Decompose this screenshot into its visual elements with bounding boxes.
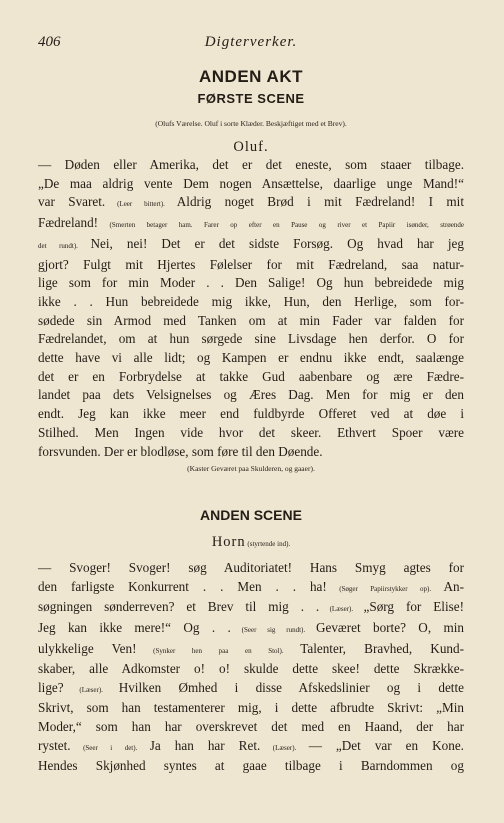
text-line: Skrivt, som han testamenterer mig, i dette afbrudte Skrivt: „Min (38, 700, 464, 716)
text-line: „De maa aldrig vente Dem nogen Ansættelse, daarlige unge Mand!“ (38, 175, 464, 191)
speech-text: Geværet borte? O, min (315, 620, 465, 636)
speech-text: „Sørg for Elise! (363, 599, 465, 615)
text-line: Moder,“ som han har overskrevet det med en Haand, der har (38, 719, 464, 734)
text-line (38, 737, 464, 758)
text-line: skaber, alle Adkomster o! o! skulde dette skee! dette Skrække- (38, 661, 464, 677)
text-line: endt. Jeg kan ikke meer end fuldbyrde Offeret ved at døe i (38, 406, 464, 422)
inline-stage-direction: (Læser). (319, 605, 364, 614)
speech-text: Ja han har Ret. (149, 737, 261, 753)
inline-stage-direction: (Seer sig rundt). (230, 626, 316, 635)
speech-text: An- (443, 578, 464, 594)
scene-title-2: ANDEN SCENE (200, 507, 302, 524)
speech-text: rystet. (38, 737, 71, 753)
speech-text: Hvilken Ømhed i disse Afskedslinier og i dette (118, 679, 464, 695)
speech-text: søgningen sønderreven? et Brev til mig . . (38, 599, 320, 615)
speech-block-2 (38, 559, 464, 776)
speech-block (38, 156, 464, 461)
speaker-name-2 (38, 533, 464, 553)
speech-text: den farligste Konkurrent . . Men . . ha! (38, 578, 327, 594)
page-content (38, 66, 464, 776)
speech-text: Jeg kan ikke mere!“ Og . . (38, 620, 231, 636)
text-line: gjort? Fulgt mit Hjertes Følelser for mit Fædreland, saa natur- (38, 256, 464, 272)
text-line (38, 640, 464, 661)
inline-stage-direction: (Læser). (260, 743, 309, 752)
text-line: dette have vi alle lidt; og Kampen er endnu ikke endt, saalænge (38, 350, 464, 366)
stage-direction-setting: (Olufs Værelse. Oluf i sorte Klæder. Beskjæftiget med et Brev). (155, 119, 347, 128)
inline-stage-direction: (Seer i det). (70, 743, 150, 752)
speech-text: Fædreland! (38, 215, 99, 231)
text-line: ikke . . Hun bebreidede mig ikke, Hun, den Herlige, som for- (38, 293, 464, 309)
text-line (38, 235, 464, 256)
text-line: landet paa dets Velsignelses og Æres Dag. Men for mig er den (38, 387, 464, 403)
text-line: lige som for min Moder . . Den Salige! Og hun bebreidede mig (38, 275, 464, 291)
text-line (38, 578, 464, 599)
speaker-stage-direction: (styrtende ind). (245, 540, 291, 549)
running-head: Digterverker. (204, 34, 298, 50)
text-line: — Døden eller Amerika, det er det eneste, som staaer tilbage. (38, 157, 464, 172)
text-line: det er en Forbrydelse at takke Gud aabenbare og ære Fædre- (38, 368, 464, 384)
text-line (38, 193, 464, 214)
text-line: Stilhed. Men Ingen vide hvor det skeer. Ethvert Spoer være (38, 424, 464, 440)
text-line: forsvunden. Der er blodløse, som føre til den Døende. (38, 443, 323, 459)
stage-direction-exit: (Kaster Geværet paa Skulderen, og gaaer). (187, 464, 315, 474)
inline-stage-direction: (Smerten betager ham. Farer op efter en Pause og river et Papiir isønder, strøende (98, 221, 464, 230)
page-header (38, 34, 464, 52)
page-number: 406 (38, 34, 61, 50)
speech-text: Talenter, Bravhed, Kund- (300, 640, 464, 656)
text-line: sødede sin Armod med Tanken om at min Fader var falden for (38, 312, 464, 328)
text-line: Fædrelandet, om at hun sørgede sine Livsdage hen derfor. O for (38, 331, 464, 347)
scene-title: FØRSTE SCENE (197, 91, 305, 106)
inline-stage-direction: det rundt). (38, 241, 91, 250)
speech-text: var Svaret. (38, 194, 106, 210)
text-line (38, 598, 464, 619)
text-line (38, 619, 464, 640)
text-line (38, 214, 464, 235)
inline-stage-direction: (Læser). (63, 685, 119, 694)
inline-stage-direction: (Søger Papiirstykker op). (326, 584, 444, 593)
inline-stage-direction: (Synker hen paa en Stol). (136, 646, 301, 655)
speech-text: ulykkelige Ven! (38, 640, 137, 656)
text-line: — Svoger! Svoger! søg Auditoriatet! Hans Smyg agtes for (38, 560, 464, 576)
speech-text: Nei, nei! Det er det sidste Forsøg. Og hvad har jeg (90, 235, 464, 251)
text-line: Hendes Skjønhed syntes at gaae tilbage i Barndommen og (38, 758, 464, 774)
speaker-name: Oluf. (233, 139, 269, 155)
text-line (38, 679, 464, 700)
speech-text: Aldrig noget Brød i mit Fædreland! I mit (176, 194, 464, 210)
speech-text: — „Det var en Kone. (308, 737, 464, 753)
act-title: ANDEN AKT (199, 67, 303, 86)
speaker-name-horn: Horn (211, 534, 246, 551)
speech-text: lige? (38, 679, 64, 695)
inline-stage-direction: (Leer bittert). (105, 200, 177, 209)
